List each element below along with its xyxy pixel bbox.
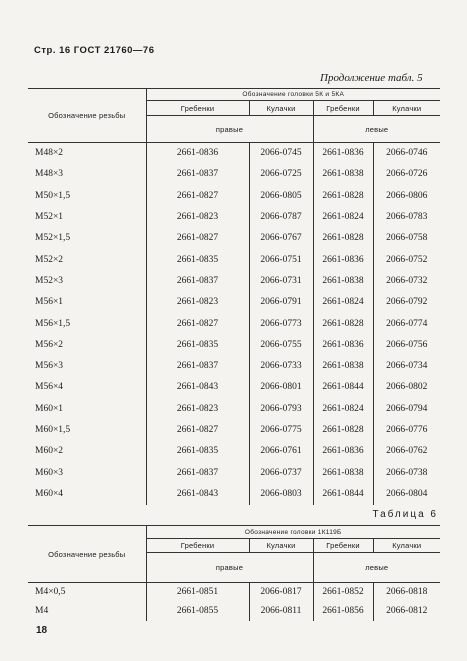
part-number-cell: 2066-0803 [249,483,313,504]
thread-designation-cell: M56×3 [35,361,64,372]
part-number-cell: 2066-0818 [373,583,440,602]
part-number-cell: 2661-0837 [146,164,249,185]
part-number-cell: 2066-0752 [373,249,440,270]
part-number-cell: 2661-0824 [313,206,373,227]
table-row [28,270,440,291]
table-row [28,185,440,206]
part-number-cell: 2066-0804 [373,483,440,504]
part-number-cell: 2661-0836 [313,441,373,462]
table-row [28,441,440,462]
subheader-combs-left: Гребенки [313,101,373,116]
table-6 [28,525,440,621]
part-number-cell: 2661-0855 [146,602,249,621]
subheader-combs-right: Гребенки [146,539,249,553]
thread-designation-cell: M52×1 [35,212,64,223]
thread-designation-cell: M4×0,5 [35,587,66,598]
thread-designation-cell: M60×3 [35,467,64,478]
table-row [28,355,440,376]
part-number-cell: 2066-0745 [249,143,313,164]
part-number-cell: 2066-0794 [373,398,440,419]
table-row [28,313,440,334]
part-number-cell: 2661-0851 [146,583,249,602]
thread-designation-cell: M56×4 [35,382,64,393]
thread-designation-cell: M56×2 [35,339,64,350]
part-number-cell: 2066-0756 [373,334,440,355]
table-row [28,228,440,249]
part-number-cell: 2066-0774 [373,313,440,334]
page-header: Стр. 16 ГОСТ 21760—76 [34,45,155,56]
subheader-right-hand: правые [146,116,313,143]
table-row [28,164,440,185]
part-number-cell: 2661-0836 [313,249,373,270]
part-number-cell: 2066-0758 [373,228,440,249]
table-5 [28,88,440,505]
part-number-cell: 2661-0844 [313,483,373,504]
part-number-cell: 2066-0732 [373,270,440,291]
thread-designation-cell: M60×1,5 [35,425,71,435]
part-number-cell: 2066-0805 [249,185,313,206]
part-number-cell: 2066-0775 [249,419,313,440]
subheader-jaws-left: Кулачки [373,539,440,553]
part-number-cell: 2066-0783 [373,206,440,227]
part-number-cell: 2661-0844 [313,377,373,398]
table-row [28,292,440,313]
part-number-cell: 2661-0852 [313,583,373,602]
subheader-combs-right: Гребенки [146,101,249,116]
part-number-cell: 2661-0828 [313,228,373,249]
part-number-cell: 2661-0837 [146,462,249,483]
part-number-cell: 2066-0734 [373,355,440,376]
part-number-cell: 2661-0828 [313,419,373,440]
part-number-cell: 2661-0827 [146,228,249,249]
subheader-jaws-right: Кулачки [249,539,313,553]
table-row [28,419,440,440]
table-row [28,602,440,621]
part-number-cell: 2661-0836 [313,334,373,355]
part-number-cell: 2066-0737 [249,462,313,483]
part-number-cell: 2661-0843 [146,377,249,398]
thread-designation-cell: M52×3 [35,275,64,286]
thread-designation-cell: M60×2 [35,446,64,457]
table-6-title: Таблица 6 [372,509,438,520]
part-number-cell: 2661-0827 [146,419,249,440]
part-number-cell: 2661-0837 [146,270,249,291]
part-number-cell: 2661-0836 [313,143,373,164]
part-number-cell: 2661-0835 [146,441,249,462]
part-number-cell: 2661-0835 [146,334,249,355]
thread-designation-cell: M60×4 [35,488,64,499]
part-number-cell: 2066-0806 [373,185,440,206]
part-number-cell: 2066-0802 [373,377,440,398]
subheader-jaws-left: Кулачки [373,101,440,116]
part-number-cell: 2661-0843 [146,483,249,504]
part-number-cell: 2066-0793 [249,398,313,419]
thread-designation-cell: M48×2 [35,148,64,159]
column-header-thread: Обозначение резьбы [28,526,146,583]
part-number-cell: 2661-0836 [146,143,249,164]
subheader-combs-left: Гребенки [313,539,373,553]
part-number-cell: 2661-0823 [146,398,249,419]
part-number-cell: 2661-0823 [146,206,249,227]
thread-designation-cell: M56×1 [35,297,64,308]
part-number-cell: 2066-0767 [249,228,313,249]
part-number-cell: 2661-0838 [313,462,373,483]
part-number-cell: 2066-0746 [373,143,440,164]
part-number-cell: 2066-0731 [249,270,313,291]
table-row [28,483,440,504]
part-number-cell: 2661-0828 [313,313,373,334]
part-number-cell: 2661-0828 [313,185,373,206]
thread-designation-cell: M56×1,5 [35,318,71,329]
table-continuation-caption: Продолжение табл. 5 [320,72,423,84]
part-number-cell: 2066-0811 [249,602,313,621]
part-number-cell: 2066-0755 [249,334,313,355]
thread-designation-cell: M4 [35,606,49,616]
table-row [28,398,440,419]
thread-designation-cell: M60×1 [35,403,64,414]
part-number-cell: 2661-0823 [146,292,249,313]
part-number-cell: 2066-0792 [373,292,440,313]
table-row [28,206,440,227]
part-number-cell: 2661-0838 [313,270,373,291]
thread-designation-cell: M52×1,5 [35,233,71,244]
subheader-left-hand: левые [313,553,440,583]
part-number-cell: 2066-0733 [249,355,313,376]
column-header-thread: Обозначение резьбы [28,89,146,143]
thread-designation-cell: M50×1,5 [35,190,71,201]
part-number-cell: 2066-0791 [249,292,313,313]
part-number-cell: 2661-0837 [146,355,249,376]
part-number-cell: 2066-0776 [373,419,440,440]
part-number-cell: 2066-0773 [249,313,313,334]
part-number-cell: 2661-0824 [313,398,373,419]
subheader-jaws-right: Кулачки [249,101,313,116]
part-number-cell: 2661-0856 [313,602,373,621]
part-number-cell: 2661-0838 [313,355,373,376]
part-number-cell: 2066-0761 [249,441,313,462]
table-row [28,143,440,164]
subheader-left-hand: левые [313,116,440,143]
part-number-cell: 2066-0812 [373,602,440,621]
table-row [28,583,440,602]
column-group-header: Обозначение головки 5К и 5КА [146,89,440,101]
thread-designation-cell: M48×3 [35,169,64,180]
part-number-cell: 2661-0835 [146,249,249,270]
part-number-cell: 2066-0762 [373,441,440,462]
part-number-cell: 2661-0827 [146,313,249,334]
part-number-cell: 2066-0787 [249,206,313,227]
part-number-cell: 2661-0824 [313,292,373,313]
subheader-right-hand: правые [146,553,313,583]
part-number-cell: 2066-0817 [249,583,313,602]
part-number-cell: 2066-0801 [249,377,313,398]
table-row [28,462,440,483]
part-number-cell: 2066-0726 [373,164,440,185]
table-row [28,377,440,398]
table-row [28,249,440,270]
part-number-cell: 2066-0738 [373,462,440,483]
table-row [28,334,440,355]
part-number-cell: 2066-0751 [249,249,313,270]
page-number: 18 [36,625,48,636]
part-number-cell: 2066-0725 [249,164,313,185]
part-number-cell: 2661-0838 [313,164,373,185]
part-number-cell: 2661-0827 [146,185,249,206]
thread-designation-cell: M52×2 [35,254,64,265]
column-group-header: Обозначение головки 1К119Б [146,526,440,539]
